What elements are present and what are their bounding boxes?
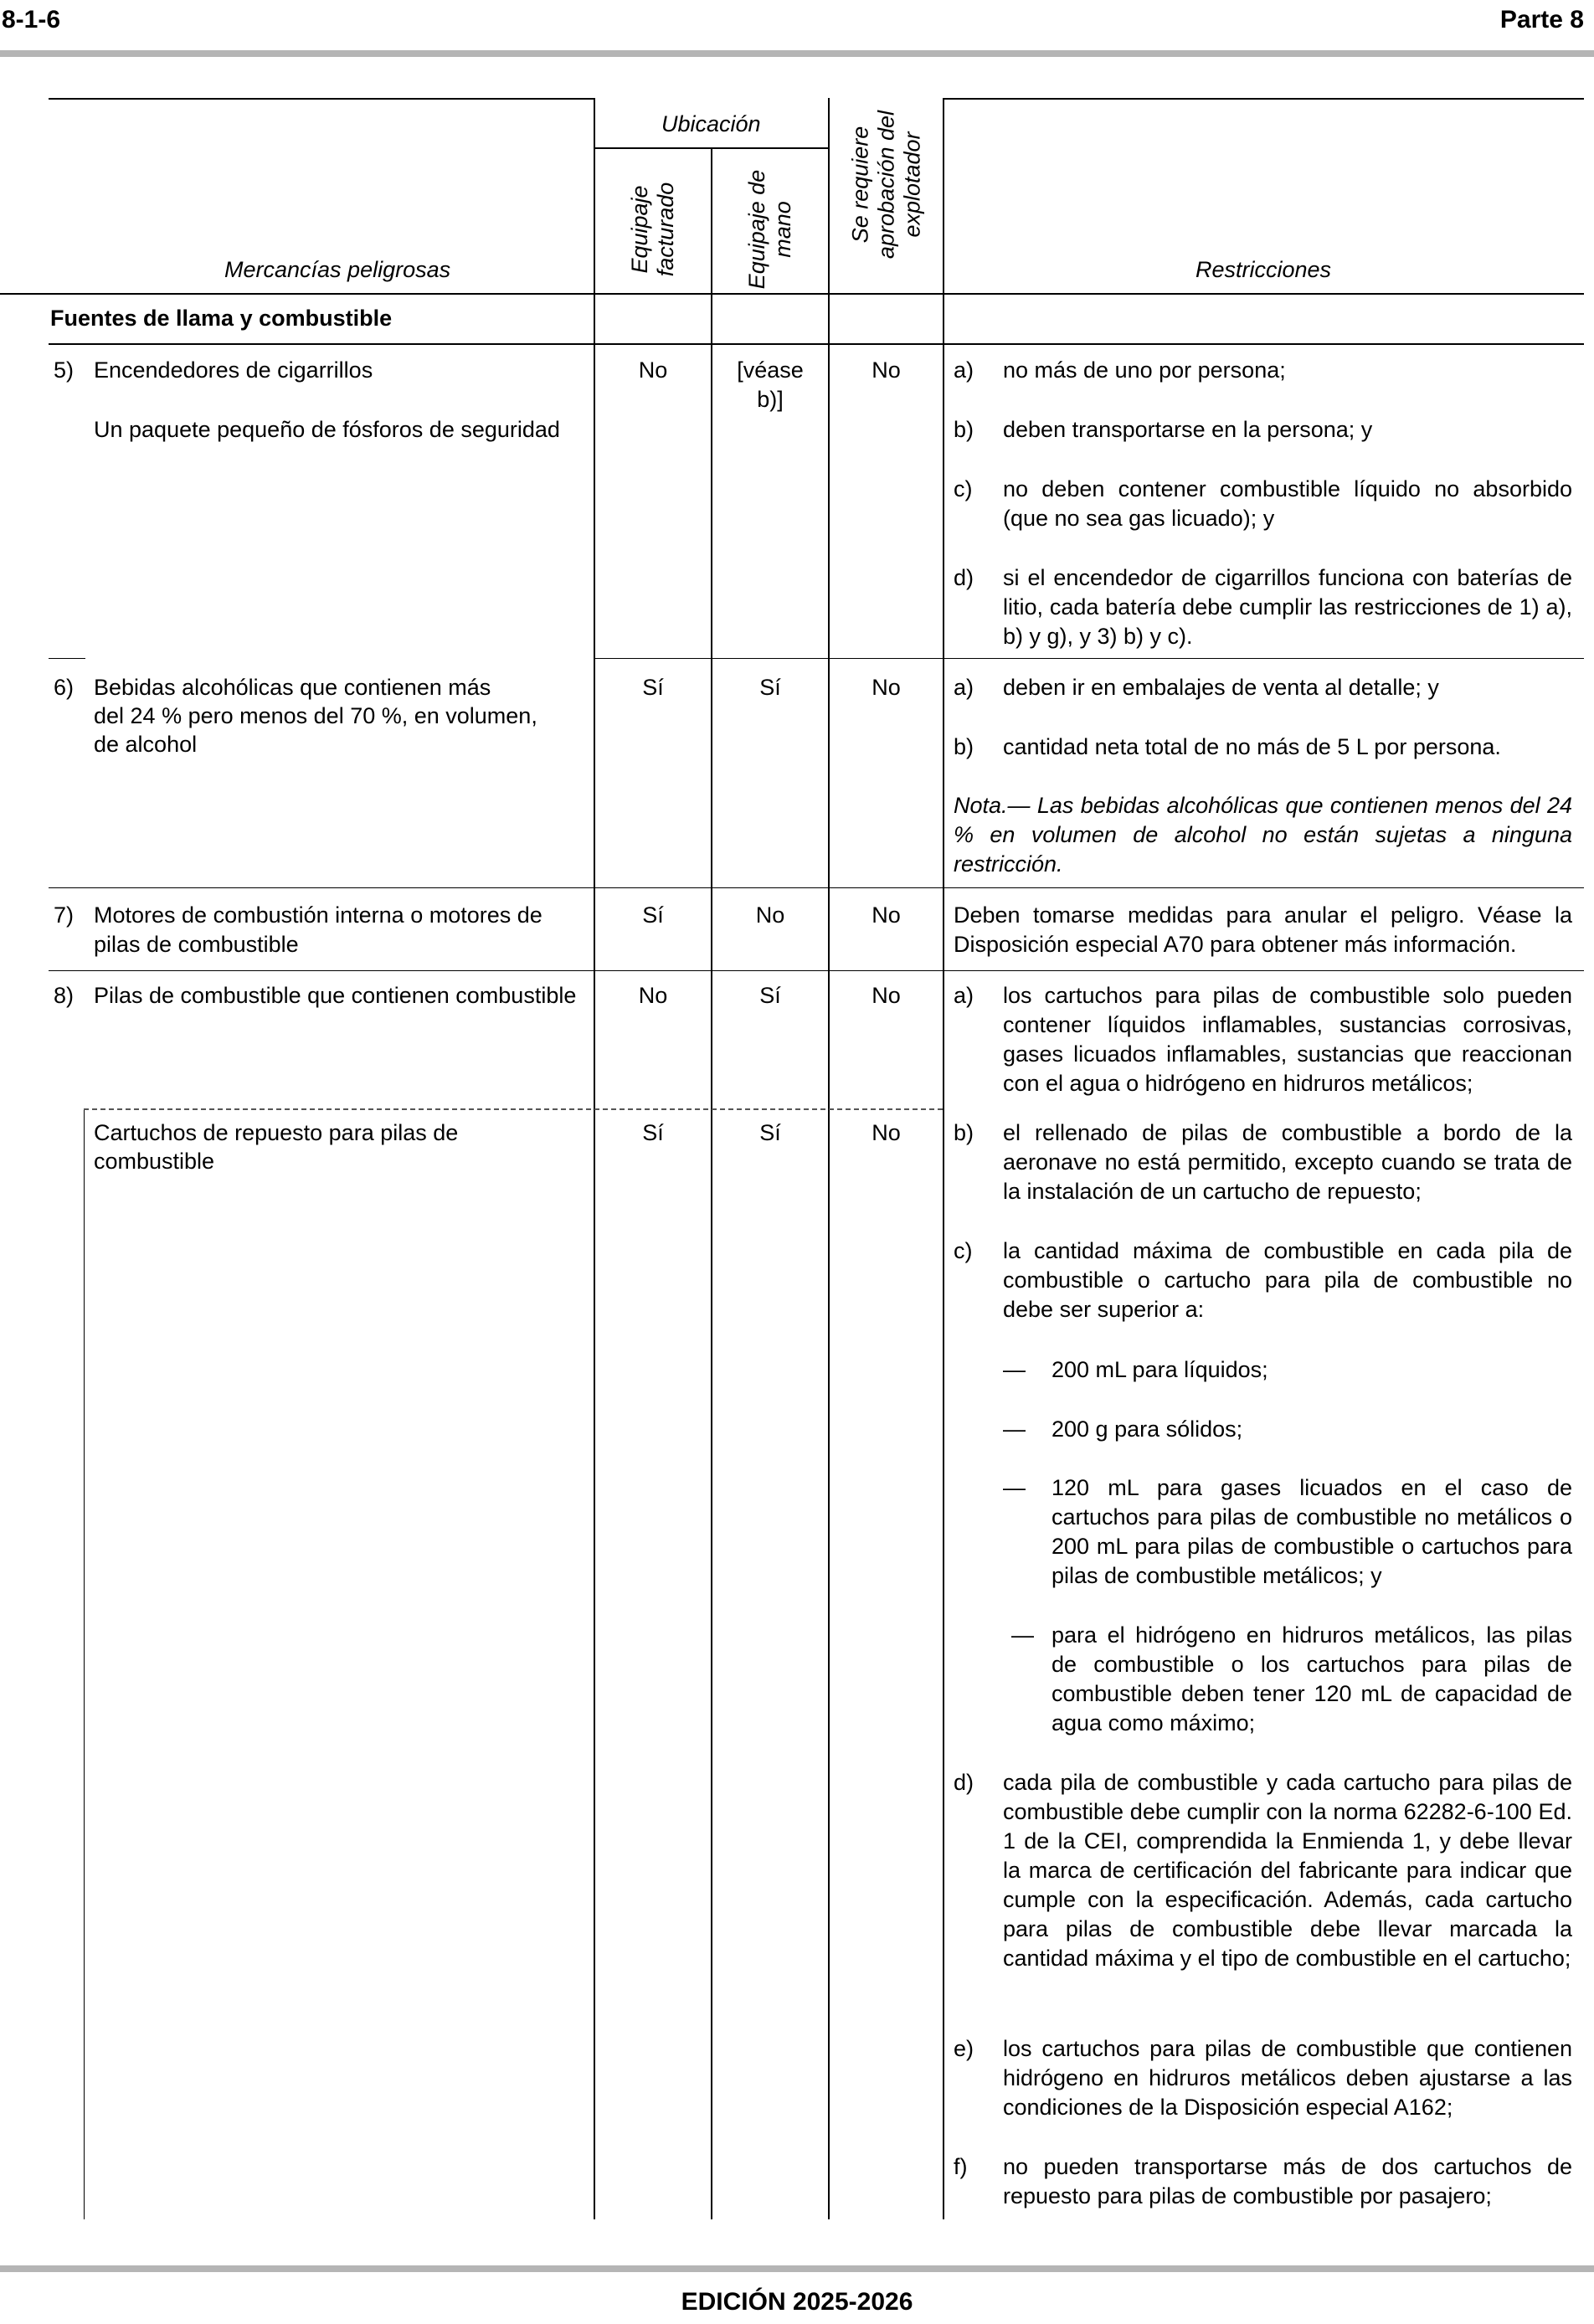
row-5-restr-d: si el encendedor de cigarrillos funciona con baterías de litio, cada batería debe cumplir las restricciones de 1) a), b) y g), y 3) b) y c).	[1003, 565, 1572, 649]
row-8-approval: No	[872, 983, 901, 1008]
row-8-checked: No	[638, 983, 668, 1008]
row-5-restr-c-letter: c)	[954, 476, 973, 501]
row-8-restr-a-letter: a)	[954, 983, 974, 1008]
row-8-item: Pilas de combustible que contienen combustible	[94, 983, 577, 1008]
table-top-rule-right	[943, 98, 1584, 100]
row-5-checked: No	[638, 357, 668, 383]
header-rule	[0, 50, 1594, 57]
row-7-rule	[49, 887, 1584, 888]
restrictions-header: Restricciones	[1196, 257, 1332, 282]
row-8-restr-e: los cartuchos para pilas de combustible que contienen hidrógeno en hidruros metálicos deben ajustarse a las condiciones de la Disposición especial A162;	[1003, 2036, 1572, 2120]
row-8-sub-checked: Sí	[642, 1120, 664, 1145]
dash-1-symbol: —	[1003, 1357, 1026, 1382]
row-8-sub-item-line2: combustible	[94, 1149, 215, 1174]
row-6-checked: Sí	[642, 675, 664, 700]
row-8-restr-c-letter: c)	[954, 1238, 973, 1263]
row-5-approval: No	[872, 357, 901, 383]
dash-2-solids: 200 g para sólidos;	[1052, 1417, 1243, 1442]
row-5-restr-a-letter: a)	[954, 357, 974, 383]
row-6-restr-a-letter: a)	[954, 675, 974, 700]
row-8-restr-a: los cartuchos para pilas de combustible solo pueden contener líquidos inflamables, sustancias corrosivas, gases licuados inflamables, sustancias que reaccionan con el agua o hidrógeno en hidruros metálicos;	[1003, 983, 1572, 1096]
col-divider-3	[828, 98, 830, 2219]
row-7-item-line2: pilas de combustible	[94, 932, 299, 957]
row-6-approval: No	[872, 675, 901, 700]
row-8-restr-f-letter: f)	[954, 2154, 968, 2179]
col-divider-2	[711, 147, 712, 2219]
row-7-restriction: Deben tomarse medidas para anular el peligro. Véase la Disposición especial A70 para obtener más información.	[954, 902, 1572, 957]
row-5-restr-c: no deben contener combustible líquido no absorbido (que no sea gas licuado); y	[1003, 476, 1572, 531]
row-8-hand: Sí	[759, 983, 781, 1008]
page-number: 8-1-6	[2, 6, 61, 33]
row-8-restr-d: cada pila de combustible y cada cartucho para pilas de combustible debe cumplir con la norma 62282-6-100 Ed. 1 de la CEI, comprendida la Enmienda 1, y debe llevar la marca de certificación del fabricante para indicar que cumple con la especificación. Además, cada cartucho para pilas de combustible debe llevar marcada la cantidad máxima y el tipo de combustible en el cartucho;	[1003, 1770, 1572, 1971]
dash-3-symbol: —	[1003, 1475, 1026, 1500]
row-8-sub-divider	[84, 1109, 85, 2219]
row-5-restr-a: no más de uno por persona;	[1003, 357, 1286, 383]
col-divider-4	[943, 98, 944, 2219]
row-6-rule-short	[49, 658, 85, 659]
edition-footer: EDICIÓN 2025-2026	[681, 2288, 913, 2316]
footer-rule	[0, 2265, 1594, 2272]
section-rule	[49, 343, 1584, 345]
row-5-item-lighters: Encendedores de cigarrillos	[94, 357, 373, 383]
row-8-restr-d-letter: d)	[954, 1770, 974, 1795]
row-8-number: 8)	[54, 983, 75, 1008]
dash-3-gases: 120 mL para gases licuados en el caso de cartuchos para pilas de combustible no metálicos o 200 mL para pilas de combustible o cartuchos para pilas de combustible metálicos; y	[1052, 1475, 1572, 1588]
row-6-restr-a: deben ir en embalajes de venta al detalle; y	[1003, 675, 1439, 700]
row-7-hand: No	[755, 902, 785, 928]
row-5-hand-2: b)]	[757, 387, 784, 412]
dash-4-symbol: —	[1011, 1622, 1034, 1648]
dash-2-symbol: —	[1003, 1417, 1026, 1442]
row-6-restr-b: cantidad neta total de no más de 5 L por persona.	[1003, 734, 1501, 759]
row-8-sub-item-line1: Cartuchos de repuesto para pilas de	[94, 1120, 459, 1145]
row-6-number: 6)	[54, 675, 75, 700]
row-5-restr-b: deben transportarse en la persona; y	[1003, 417, 1373, 442]
row-8-rule	[49, 970, 1584, 971]
row-6-item-line1: Bebidas alcohólicas que contienen más	[94, 675, 491, 700]
row-7-checked: Sí	[642, 902, 664, 928]
part-label: Parte 8	[1499, 6, 1584, 33]
row-8-restr-f: no pueden transportarse más de dos cartuchos de repuesto para pilas de combustible por pasajero;	[1003, 2154, 1572, 2208]
row-6-item-line2: del 24 % pero menos del 70 %, en volumen,	[94, 703, 537, 728]
table-top-rule	[49, 98, 594, 100]
row-7-number: 7)	[54, 902, 75, 928]
col-divider-1	[594, 98, 595, 2219]
checked-baggage-header: Equipaje facturado	[627, 182, 678, 277]
row-5-item-matches: Un paquete pequeño de fósforos de seguridad	[94, 417, 560, 442]
goods-header: Mercancías peligrosas	[224, 257, 451, 282]
row-8-restr-b: el rellenado de pilas de combustible a bordo de la aeronave no está permitido, excepto cuando se trata de la instalación de un cartucho de repuesto;	[1003, 1120, 1572, 1204]
row-5-restr-d-letter: d)	[954, 565, 974, 590]
dash-1-liquids: 200 mL para líquidos;	[1052, 1357, 1268, 1382]
row-8-restr-c: la cantidad máxima de combustible en cada pila de combustible o cartucho para pila de combustible no debe ser superior a:	[1003, 1238, 1572, 1322]
hand-baggage-header: Equipaje de mano	[744, 169, 795, 290]
row-8-dashed-rule	[84, 1108, 943, 1110]
row-6-restr-b-letter: b)	[954, 734, 974, 759]
row-5-restr-b-letter: b)	[954, 417, 974, 442]
row-7-item-line1: Motores de combustión interna o motores de	[94, 902, 542, 928]
row-8-restr-e-letter: e)	[954, 2036, 974, 2061]
dash-4-hydrogen: para el hidrógeno en hidruros metálicos, las pilas de combustible o los cartuchos para pilas de combustible deben tener 120 mL de capacidad de agua como máximo;	[1052, 1622, 1572, 1735]
row-6-rule	[594, 658, 1584, 659]
row-6-hand: Sí	[759, 675, 781, 700]
approval-header: Se requiere aprobación del explotador	[847, 110, 925, 260]
row-8-sub-hand: Sí	[759, 1120, 781, 1145]
row-5-hand-1: [véase	[737, 357, 804, 383]
ubicacion-header: Ubicación	[661, 111, 761, 136]
section-title: Fuentes de llama y combustible	[50, 306, 393, 331]
row-6-note: Nota.— Las bebidas alcohólicas que contienen menos del 24 % en volumen de alcohol no están sujetas a ninguna restricción.	[954, 793, 1572, 877]
row-6-item-line3: de alcohol	[94, 732, 198, 757]
row-5-number: 5)	[54, 357, 75, 383]
row-7-approval: No	[872, 902, 901, 928]
row-8-sub-approval: No	[872, 1120, 901, 1145]
row-8-restr-b-letter: b)	[954, 1120, 974, 1145]
